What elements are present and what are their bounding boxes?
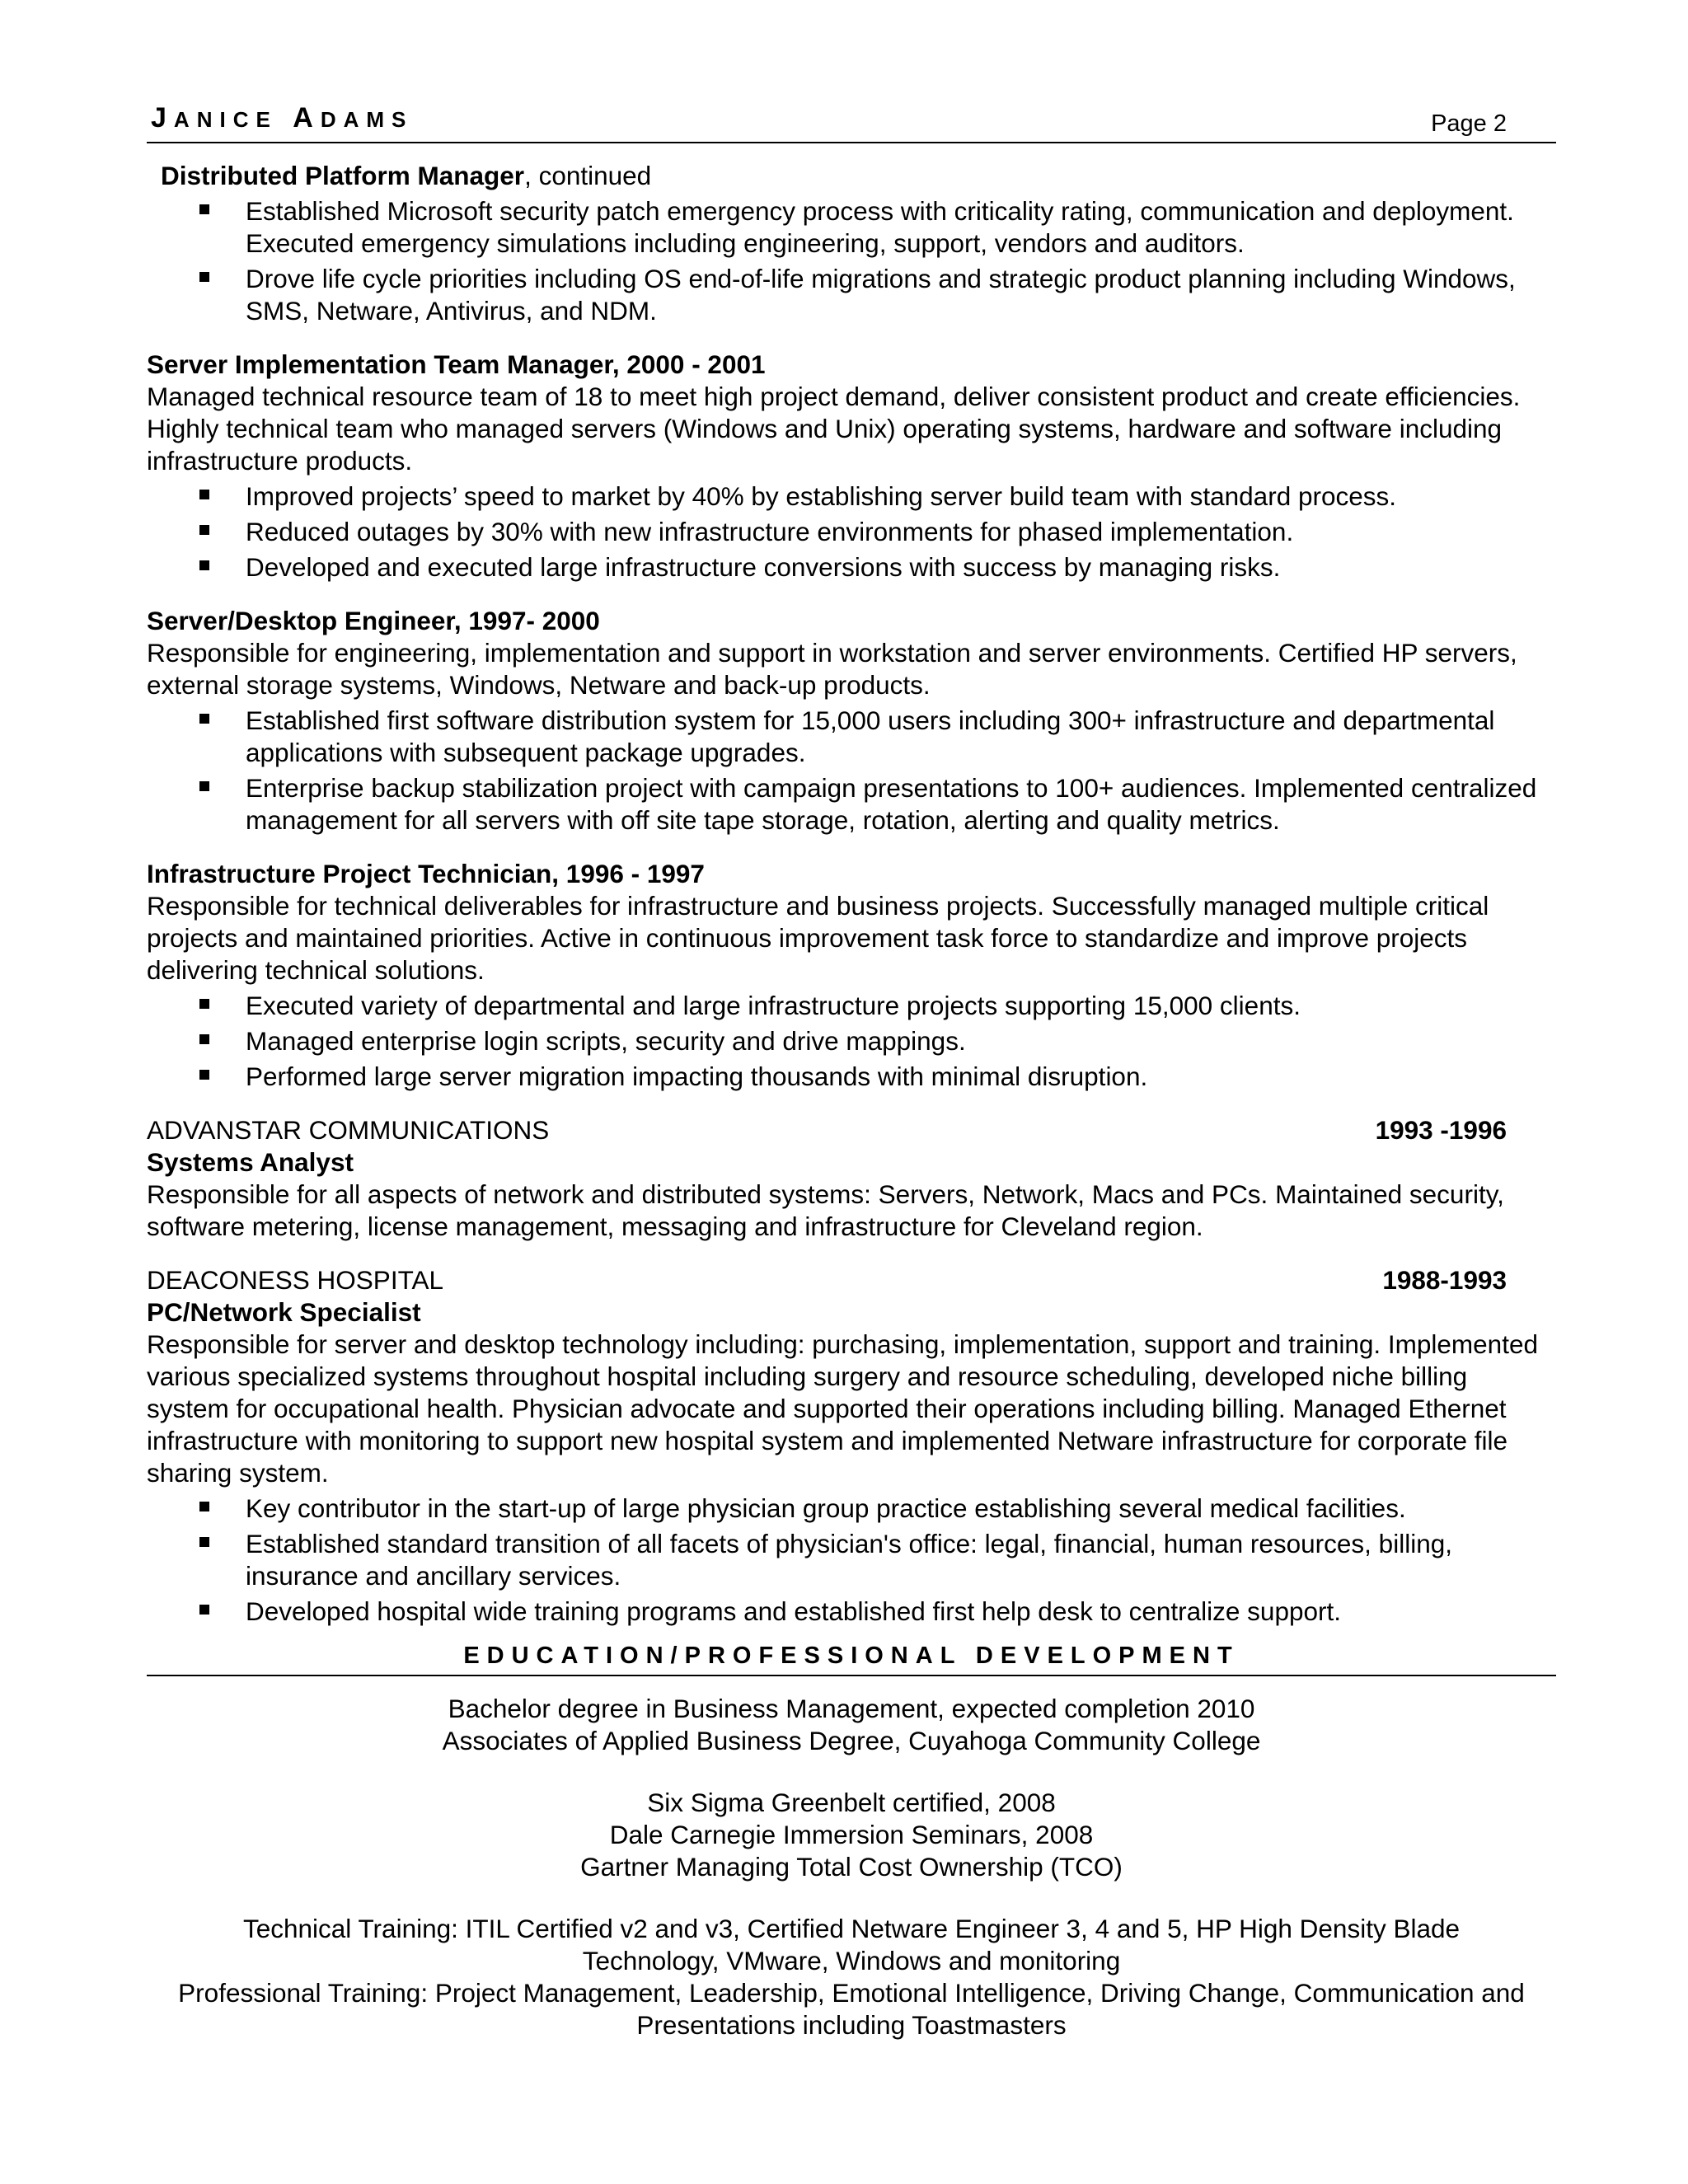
section-server-implementation-team-manager — [147, 349, 1556, 583]
technical-training: Technical Training: ITIL Certified v2 and v3, Certified Netware Engineer 3, 4 and 5, HP High Density Blade Technology, VMware, Windows and monitoring — [242, 1914, 1461, 1975]
certification-line: Dale Carnegie Immersion Seminars, 2008 — [609, 1820, 1094, 1849]
employment-dates: 1988-1993 — [1382, 1265, 1507, 1295]
professional-training: Professional Training: Project Management, Leadership, Emotional Intelligence, Driving Change, Communication and Presentations including Toastmasters — [178, 1978, 1525, 2040]
role-title-line — [147, 160, 1556, 192]
bullet-item: Established Microsoft security patch emergency process with criticality rating, communication and deployment. Executed emergency simulations including engineering, support, vendors and auditors. — [147, 195, 1556, 260]
bullet-list — [147, 195, 1556, 327]
bullet-item: Performed large server migration impacting thousands with minimal disruption. — [147, 1061, 1556, 1093]
company-row — [147, 1114, 1556, 1146]
bullet-item: Managed enterprise login scripts, security and drive mappings. — [147, 1025, 1556, 1057]
bullet-list — [147, 1493, 1556, 1628]
bullet-list — [147, 990, 1556, 1093]
role-title: Infrastructure Project Technician, 1996 - 1997 — [147, 859, 705, 888]
role-title: Server Implementation Team Manager, 2000 - 2001 — [147, 349, 766, 379]
company-row — [147, 1264, 1556, 1296]
name-first-initial: J — [151, 102, 174, 134]
bullet-list — [147, 480, 1556, 583]
section-server-desktop-engineer — [147, 605, 1556, 837]
certification-line: Gartner Managing Total Cost Ownership (TCO) — [580, 1852, 1123, 1882]
candidate-name — [151, 102, 413, 134]
name-first-rest: ANICE — [173, 107, 278, 132]
bullet-item: Established first software distribution system for 15,000 users including 300+ infrastructure and departmental applications with subsequent package upgrades. — [147, 705, 1556, 769]
bullet-item: Reduced outages by 30% with new infrastructure environments for phased implementation. — [147, 516, 1556, 548]
role-title: Systems Analyst — [147, 1147, 354, 1177]
section-infrastructure-project-technician — [147, 858, 1556, 1093]
section-advanstar-communications — [147, 1114, 1556, 1243]
company-name: DEACONESS HOSPITAL — [147, 1265, 444, 1295]
role-description: Managed technical resource team of 18 to meet high project demand, deliver consistent product and create efficiencies. Highly technical team who managed servers (Windows and Unix) operating systems, hardware and software including infrastructure products. — [147, 382, 1521, 476]
bullet-item: Enterprise backup stabilization project with campaign presentations to 100+ audiences. Implemented centralized management for all servers with off site tape storage, rotation, alerting and quality metrics. — [147, 772, 1556, 837]
role-description: Responsible for engineering, implementation and support in workstation and server environments. Certified HP servers, external storage systems, Windows, Netware and back-up products. — [147, 638, 1517, 700]
bullet-item: Improved projects’ speed to market by 40% by establishing server build team with standard process. — [147, 480, 1556, 513]
degree-line: Associates of Applied Business Degree, Cuyahoga Community College — [442, 1726, 1261, 1755]
section-distributed-platform-manager — [147, 160, 1556, 327]
name-last-initial: A — [293, 102, 321, 134]
bullet-list — [147, 705, 1556, 837]
page-header — [147, 102, 1556, 143]
bullet-item: Drove life cycle priorities including OS end-of-life migrations and strategic product planning including Windows, SMS, Netware, Antivirus, and NDM. — [147, 263, 1556, 327]
role-description: Responsible for technical deliverables for infrastructure and business projects. Successfully managed multiple critical projects and maintained priorities. Active in continuous improvement task force to standardize and improve projects delivering technical solutions. — [147, 891, 1489, 985]
role-title: Server/Desktop Engineer, 1997- 2000 — [147, 606, 600, 635]
role-title: Distributed Platform Manager — [161, 161, 525, 190]
role-title: PC/Network Specialist — [147, 1297, 421, 1327]
bullet-item: Executed variety of departmental and large infrastructure projects supporting 15,000 clients. — [147, 990, 1556, 1022]
education-certifications — [147, 1787, 1556, 1883]
employment-dates: 1993 -1996 — [1375, 1115, 1507, 1145]
education-heading: EDUCATION/PROFESSIONAL DEVELOPMENT — [147, 1643, 1556, 1676]
name-last-rest: DAMS — [320, 107, 414, 132]
role-title-suffix: , continued — [524, 161, 652, 190]
degree-line: Bachelor degree in Business Management, expected completion 2010 — [448, 1694, 1255, 1723]
bullet-item: Established standard transition of all facets of physician's office: legal, financial, human resources, billing, insurance and ancillary services. — [147, 1528, 1556, 1592]
company-name: ADVANSTAR COMMUNICATIONS — [147, 1115, 550, 1145]
page-number: Page 2 — [1431, 110, 1507, 137]
education-degrees — [147, 1693, 1556, 1757]
role-description: Responsible for server and desktop technology including: purchasing, implementation, support and training. Implemented various specialized systems throughout hospital including surgery and resource scheduling, developed niche billing system for occupational health. Physician advocate and supported their operations including billing. Managed Ethernet infrastructure with monitoring to support new hospital system and implemented Netware infrastructure for corporate file sharing system. — [147, 1329, 1538, 1488]
certification-line: Six Sigma Greenbelt certified, 2008 — [647, 1788, 1056, 1817]
bullet-item: Key contributor in the start-up of large physician group practice establishing several medical facilities. — [147, 1493, 1556, 1525]
resume-page — [147, 102, 1556, 2041]
bullet-item: Developed and executed large infrastructure conversions with success by managing risks. — [147, 551, 1556, 583]
bullet-item: Developed hospital wide training programs and established first help desk to centralize support. — [147, 1596, 1556, 1628]
education-training — [147, 1913, 1556, 2041]
role-description: Responsible for all aspects of network and distributed systems: Servers, Network, Macs and PCs. Maintained security, software metering, license management, messaging and infrastructure for Cleveland region. — [147, 1179, 1504, 1241]
section-deaconess-hospital — [147, 1264, 1556, 1628]
